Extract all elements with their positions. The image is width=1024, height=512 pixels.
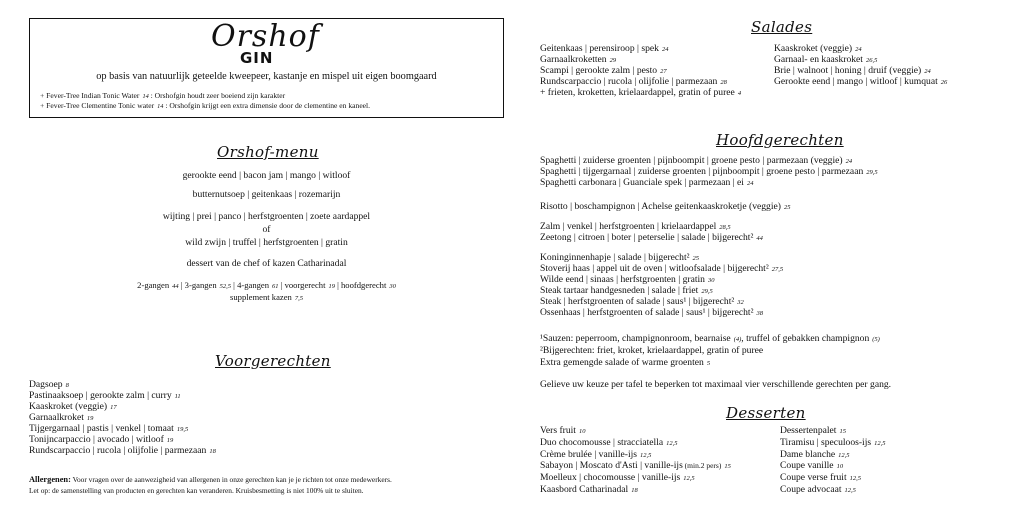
item-price: 10 [578,428,586,435]
keuze-instruction: Gelieve uw keuze per tafel te beperken tot maximaal vier verschillende gerechten per gang. [540,379,892,390]
item-name: Garnaalkroket [29,412,84,423]
item-price: 19 [86,415,94,422]
menu-course: gerookte eend | bacon jam | mango | witloof [182,170,351,181]
item-price: 12,5 [640,451,652,459]
item-name: Steak | herfstgroenten of salade | saus¹ | bijgerecht² [540,296,735,307]
item-name: Moelleux | chocomousse | vanille-ijs [540,472,681,484]
dessert-item [780,472,861,484]
hoofdgerecht-item [540,201,790,213]
salade-item [540,87,741,99]
orshof-menu-title: Orshof-menu [217,143,319,161]
item-price: 24 [924,68,931,75]
hoofdgerechten-title: Hoofdgerechten [716,131,844,149]
item-price: 27,5 [771,266,784,273]
item-price: 29,5 [701,288,713,295]
allergenen-note: Allergenen: Voor vragen over de aanwezigheid van allergenen in onze gerechten kan je je richten tot onze medewerkers. [29,475,392,484]
item-price: 30 [707,277,715,284]
item-name: Crème brulée | vanille-ijs [540,448,638,460]
menu-pricing: 2-gangen 44 | 3-gangen 52,5 | 4-gangen 61 | voorgerecht 19 | hoofdgerecht 30 [137,280,396,290]
item-price: 24 [855,46,862,53]
item-price: 17 [110,404,117,411]
item-price: 24 [661,46,669,53]
voorgerecht-item [29,445,216,457]
dessert-item [540,484,638,496]
dessert-item [780,460,843,472]
dessert-item [540,437,678,449]
dessert-item [780,484,856,496]
dessert-item [780,437,886,449]
voorgerechten-title: Voorgerechten [215,352,331,370]
item-price: 38 [756,310,763,317]
item-name: Coupe vanille [780,460,834,472]
allergenen-note-2: Let op: de samenstelling van producten en gerechten kan veranderen. Kruisbesmetting is niet 100% uit te sluiten. [29,486,364,495]
item-name: Sabayon | Moscato d'Asti | vanille-ijs [540,460,683,472]
dessert-item [540,472,695,484]
salade-item [774,76,947,88]
dessert-item [780,449,850,461]
salades-title: Salades [751,18,813,36]
item-price: 44 [756,235,763,242]
item-note: (min.2 pers) [682,461,722,471]
dessert-item [540,449,651,461]
item-price: 27 [660,68,667,75]
item-name: Coupe advocaat [780,484,842,495]
menu-supplement: supplement kazen 7,5 [230,292,303,302]
menu-course: butternutsoep | geitenkaas | rozemarijn [192,189,341,200]
item-name: Garnaal- en kaaskroket [774,54,863,65]
item-name: Dame blanche [780,448,836,460]
hoofdgerecht-item [540,232,763,244]
item-name: Spaghetti carbonara | Guanciale spek | parmezaan | ei [540,177,744,188]
item-price: 12,5 [838,451,850,459]
sauzen-note: ¹Sauzen: peperroom, champignonroom, bearnaise (4), truffel of gebakken champignon (5) [540,333,880,344]
bijgerechten-note: ²Bijgerechten: friet, kroket, krielaardappel, gratin of puree [540,345,764,356]
item-name: Kaaskroket (veggie) [29,401,108,412]
item-name: Spaghetti | tijgergarnaal | zuiderse groenten | pijnboompit | groene pesto | parmezaan [540,166,864,177]
item-price: 10 [836,463,844,471]
item-price: 26,5 [865,57,878,64]
hoofdgerecht-item [540,307,763,319]
item-name: Zalm | venkel | herfstgroenten | krielaardappel [540,221,717,232]
item-price: 26 [940,79,948,86]
item-price: 15 [839,428,846,435]
item-name: Tijgergarnaal | pastis | venkel | tomaat [29,423,174,434]
item-price: 19 [166,437,174,444]
item-name: Brie | walnoot | honing | druif (veggie) [774,65,922,76]
item-price: 18 [631,487,638,494]
menu-course: dessert van de chef of kazen Catharinadal [186,258,347,269]
hoofdgerecht-item [540,177,753,189]
item-name: Spaghetti | zuiderse groenten | pijnboompit | groene pesto | parmezaan (veggie) [540,155,843,166]
item-price: 32 [737,299,744,306]
gin-logo-gin: GIN [240,49,274,67]
item-name: Dagsoep [29,379,63,390]
item-name: Kaasbord Catharinadal [540,484,629,495]
item-name: Steak tartaar handgesneden | salade | friet [540,285,699,296]
menu-course: wild zwijn | truffel | herfstgroenten | gratin [185,237,348,248]
item-name: Risotto | boschampignon | Achelse geitenkaaskroketje (veggie) [540,201,781,212]
item-name: Duo chocomousse | stracciatella [540,436,664,448]
menu-course: wijting | prei | panco | herfstgroenten | zoete aardappel [162,211,371,222]
dessert-item [780,425,846,437]
item-name: Rundscarpaccio | rucola | olijfolie | parmezaan [29,445,207,456]
item-price: 4 [737,90,742,97]
item-price: 8 [65,382,69,389]
item-price: 12,5 [844,487,856,494]
item-price: 24 [845,158,853,165]
item-name: + frieten, kroketten, krielaardappel, gratin of puree [540,87,735,98]
item-price: 24 [746,180,754,187]
item-price: 29,5 [866,169,878,176]
item-name: Pastinaaksoep | gerookte zalm | curry [29,390,172,401]
item-name: Tiramisu | speculoos-ijs [780,436,872,448]
tonic-line: + Fever-Tree Indian Tonic Water 14 : Orshofgin houdt zeer boeiend zijn karakter [40,91,286,100]
item-price: 15 [724,463,731,471]
item-name: Zeetong | citroen | boter | peterselie | salade | bijgerecht² [540,232,754,243]
item-name: Ossenhaas | herfstgroenten of salade | saus¹ | bijgerecht² [540,307,754,318]
item-price: 28,5 [719,224,731,231]
item-name: Wilde eend | sinaas | herfstgroenten | gratin [540,274,705,285]
item-name: Gerookte eend | mango | witloof | kumquat [774,76,938,87]
item-name: Scampi | gerookte zalm | pesto [540,65,658,76]
item-price: 18 [209,448,216,455]
item-price: 12,5 [874,439,886,447]
item-price: 29 [609,57,617,64]
item-name: Koninginnenhapje | salade | bijgerecht² [540,252,690,263]
item-name: Rundscarpaccio | rucola | olijfolie | parmezaan [540,76,718,87]
dessert-item [540,460,731,472]
gin-description: op basis van natuurlijk geteelde kweepeer, kastanje en mispel uit eigen boomgaard [96,71,437,82]
item-name: Geitenkaas | perensiroop | spek [540,43,659,54]
item-name: Coupe verse fruit [780,472,847,484]
extra-note: Extra gemengde salade of warme groenten 5 [540,357,711,368]
tonic-line: + Fever-Tree Clementine Tonic water 14 : Orshofgin krijgt een extra dimensie door de clementine en kaneel. [40,101,371,110]
item-price: 11 [174,393,181,400]
item-price: 12,5 [666,439,678,447]
item-price: 19,5 [176,426,189,433]
item-price: 12,5 [683,475,695,483]
item-price: 28 [720,79,727,86]
item-name: Kaaskroket (veggie) [774,43,853,54]
item-name: Stoverij haas | appel uit de oven | witloofsalade | bijgerecht² [540,263,769,274]
item-price: 12,5 [849,475,861,483]
gin-logo-script: Orshof [211,19,320,54]
item-name: Dessertenpalet [780,425,837,436]
item-name: Tonijncarpaccio | avocado | witloof [29,434,164,445]
item-name: Garnaalkroketten [540,54,607,65]
item-price: 25 [783,204,791,211]
item-name: Vers fruit [540,425,576,436]
desserten-title: Desserten [726,404,806,422]
item-price: 25 [692,255,700,262]
dessert-item [540,425,585,437]
menu-course-or: of [262,224,271,235]
